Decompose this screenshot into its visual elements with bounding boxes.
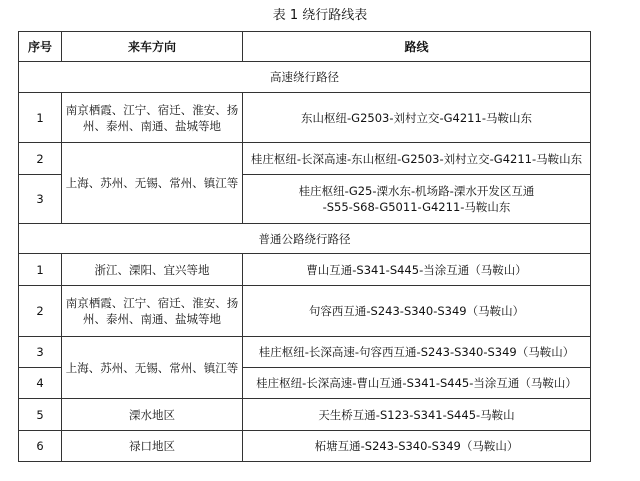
row-no: 6 bbox=[19, 431, 62, 462]
row-route: 曹山互通-S341-S445-当涂互通（马鞍山） bbox=[243, 254, 591, 286]
table-row bbox=[19, 254, 591, 286]
row-route: 句容西互通-S243-S340-S349（马鞍山） bbox=[243, 286, 591, 337]
row-no: 2 bbox=[19, 143, 62, 175]
row-no: 5 bbox=[19, 399, 62, 431]
header-row bbox=[19, 32, 591, 62]
table-row bbox=[19, 286, 591, 337]
row-route: 柘塘互通-S243-S340-S349（马鞍山） bbox=[243, 431, 591, 462]
row-no: 4 bbox=[19, 368, 62, 399]
table-row bbox=[19, 337, 591, 368]
table-row bbox=[19, 143, 591, 175]
row-no: 3 bbox=[19, 337, 62, 368]
row-no: 1 bbox=[19, 93, 62, 143]
section-row-ordinary bbox=[19, 224, 591, 254]
row-direction: 南京栖霞、江宁、宿迁、淮安、扬州、泰州、南通、盐城等地 bbox=[62, 93, 243, 143]
header-direction: 来车方向 bbox=[62, 32, 243, 62]
header-no: 序号 bbox=[19, 32, 62, 62]
header-route: 路线 bbox=[243, 32, 591, 62]
section-row-expressway bbox=[19, 62, 591, 93]
row-no: 1 bbox=[19, 254, 62, 286]
table-row bbox=[19, 93, 591, 143]
table-caption: 表 1 绕行路线表 bbox=[272, 8, 368, 23]
row-direction: 上海、苏州、无锡、常州、镇江等 bbox=[62, 143, 243, 224]
row-no: 2 bbox=[19, 286, 62, 337]
row-route-line: 桂庄枢纽-G25-溧水东-机场路-溧水开发区互通 bbox=[298, 184, 535, 198]
table-row bbox=[19, 399, 591, 431]
detour-route-table bbox=[18, 31, 591, 462]
row-route: 桂庄枢纽-长深高速-句容西互通-S243-S340-S349（马鞍山） bbox=[243, 337, 591, 368]
section-title-ordinary: 普通公路绕行路径 bbox=[19, 224, 591, 254]
table-row bbox=[19, 431, 591, 462]
row-direction: 禄口地区 bbox=[62, 431, 243, 462]
row-route bbox=[243, 175, 591, 224]
row-route: 东山枢纽-G2503-刘村立交-G4211-马鞍山东 bbox=[243, 93, 591, 143]
row-direction: 上海、苏州、无锡、常州、镇江等 bbox=[62, 337, 243, 399]
row-direction: 浙江、溧阳、宜兴等地 bbox=[62, 254, 243, 286]
row-route: 天生桥互通-S123-S341-S445-马鞍山 bbox=[243, 399, 591, 431]
row-no: 3 bbox=[19, 175, 62, 224]
row-direction: 南京栖霞、江宁、宿迁、淮安、扬州、泰州、南通、盐城等地 bbox=[62, 286, 243, 337]
section-title-expressway: 高速绕行路径 bbox=[19, 62, 591, 93]
row-direction: 溧水地区 bbox=[62, 399, 243, 431]
row-route: 桂庄枢纽-长深高速-曹山互通-S341-S445-当涂互通（马鞍山） bbox=[243, 368, 591, 399]
row-route: 桂庄枢纽-长深高速-东山枢纽-G2503-刘村立交-G4211-马鞍山东 bbox=[243, 143, 591, 175]
row-route-line: -S55-S68-G5011-G4211-马鞍山东 bbox=[322, 200, 511, 214]
